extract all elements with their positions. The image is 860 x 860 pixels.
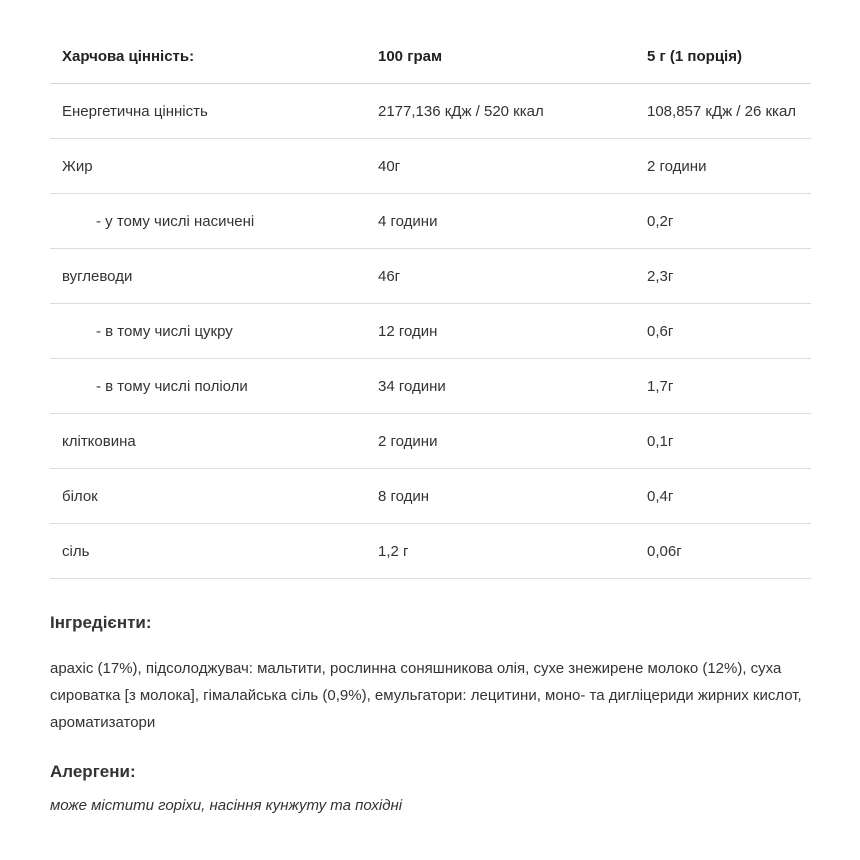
table-row	[50, 249, 811, 304]
value-per-100g: 40г	[366, 139, 635, 194]
allergens-text: може містити горіхи, насіння кунжуту та похідні	[50, 797, 403, 814]
nutrient-name: клітковина	[50, 414, 366, 469]
table-row	[50, 304, 811, 359]
value-per-100g: 34 години	[366, 359, 635, 414]
value-per-100g: 1,2 г	[366, 524, 635, 579]
value-per-100g: 46г	[366, 249, 635, 304]
allergens-title: Алергени:	[50, 762, 136, 781]
value-per-serving: 0,6г	[635, 304, 811, 359]
table-row	[50, 414, 811, 469]
value-per-serving: 2,3г	[635, 249, 811, 304]
value-per-serving: 0,06г	[635, 524, 811, 579]
ingredients-title: Інгредієнти:	[50, 613, 152, 632]
value-per-serving: 0,1г	[635, 414, 811, 469]
value-per-100g: 12 годин	[366, 304, 635, 359]
table-header-row	[50, 29, 811, 84]
nutrient-name: Жир	[50, 139, 366, 194]
value-per-serving: 1,7г	[635, 359, 811, 414]
table-row	[50, 194, 811, 249]
table-row	[50, 139, 811, 194]
value-per-100g: 2177,136 кДж / 520 ккал	[366, 84, 635, 139]
nutrient-name: сіль	[50, 524, 366, 579]
table-row	[50, 84, 811, 139]
header-per-100g: 100 грам	[366, 29, 635, 84]
table-row	[50, 524, 811, 579]
nutrient-name: Енергетична цінність	[50, 84, 366, 139]
value-per-100g: 8 годин	[366, 469, 635, 524]
value-per-100g: 2 години	[366, 414, 635, 469]
nutrient-name: - в тому числі поліоли	[50, 359, 366, 414]
value-per-serving: 0,2г	[635, 194, 811, 249]
table-row	[50, 359, 811, 414]
nutrient-name: - в тому числі цукру	[50, 304, 366, 359]
header-per-serving: 5 г (1 порція)	[635, 29, 811, 84]
nutrient-name: білок	[50, 469, 366, 524]
nutrient-name: вуглеводи	[50, 249, 366, 304]
table-row	[50, 469, 811, 524]
value-per-serving: 2 години	[635, 139, 811, 194]
header-nutrient: Харчова цінність:	[50, 29, 366, 84]
ingredients-text: арахіс (17%), підсолоджувач: мальтити, рослинна соняшникова олія, сухе знежирене молоко (12%), суха сироватка [з молока], гімалайська сіль (0,9%), емульгатори: лецитини, моно- та дигліцериди жирних кислот, ароматизатори	[50, 660, 802, 731]
nutrient-name: - у тому числі насичені	[50, 194, 366, 249]
value-per-serving: 108,857 кДж / 26 ккал	[635, 84, 811, 139]
value-per-100g: 4 години	[366, 194, 635, 249]
value-per-serving: 0,4г	[635, 469, 811, 524]
nutrition-table	[50, 29, 811, 579]
